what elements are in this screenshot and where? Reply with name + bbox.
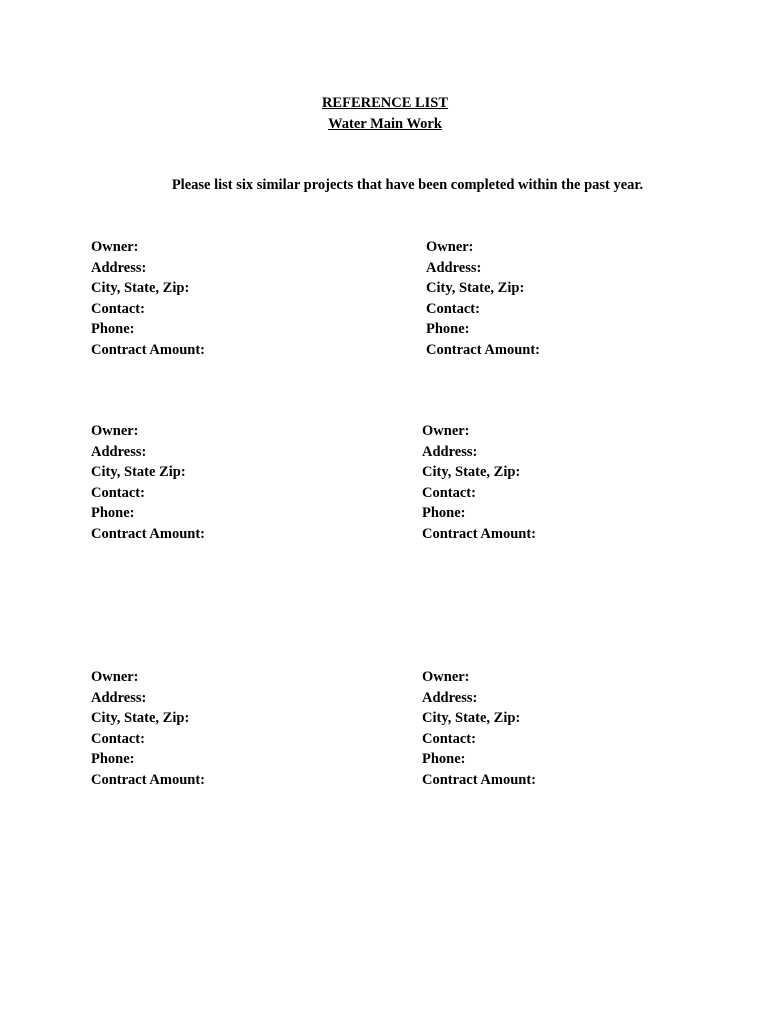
phone-label: Phone: <box>91 751 135 768</box>
contact-label: Contact: <box>91 300 145 317</box>
reference-block-1 <box>91 237 205 361</box>
owner-label: Owner: <box>422 669 470 685</box>
city-state-zip-label: City, State, Zip: <box>91 710 190 727</box>
address-label: Address: <box>91 443 147 460</box>
phone-label: Phone: <box>422 751 466 768</box>
contract-amount-label: Contract Amount: <box>422 771 536 788</box>
address-label: Address: <box>422 689 478 706</box>
instruction-text: Please list six similar projects that have been completed within the past year. <box>171 177 644 193</box>
phone-label: Phone: <box>91 321 135 338</box>
phone-label: Phone: <box>422 505 466 522</box>
owner-label: Owner: <box>422 423 470 439</box>
city-state-zip-label: City, State, Zip: <box>422 710 521 727</box>
reference-block-2 <box>426 237 540 361</box>
city-state-zip-label: City, State, Zip: <box>422 464 521 481</box>
reference-block-4 <box>422 421 536 545</box>
contract-amount-label: Contract Amount: <box>422 525 536 542</box>
phone-label: Phone: <box>91 505 135 522</box>
contact-label: Contact: <box>422 484 476 501</box>
contract-amount-label: Contract Amount: <box>91 341 205 358</box>
document-title: REFERENCE LIST <box>321 95 449 111</box>
contact-label: Contact: <box>426 300 480 317</box>
contract-amount-label: Contract Amount: <box>91 525 205 542</box>
owner-label: Owner: <box>91 423 139 439</box>
address-label: Address: <box>422 443 478 460</box>
address-label: Address: <box>91 689 147 706</box>
contract-amount-label: Contract Amount: <box>91 771 205 788</box>
document-subtitle: Water Main Work <box>328 116 442 132</box>
reference-block-6 <box>422 667 536 791</box>
address-label: Address: <box>91 259 147 276</box>
contact-label: Contact: <box>91 484 145 501</box>
reference-block-3 <box>91 421 205 545</box>
phone-label: Phone: <box>426 321 470 338</box>
contract-amount-label: Contract Amount: <box>426 341 540 358</box>
contact-label: Contact: <box>422 730 476 747</box>
city-state-zip-label: City, State, Zip: <box>426 280 525 297</box>
owner-label: Owner: <box>426 239 474 255</box>
contact-label: Contact: <box>91 730 145 747</box>
reference-block-5 <box>91 667 205 791</box>
owner-label: Owner: <box>91 239 139 255</box>
city-state-zip-label: City, State Zip: <box>91 464 186 481</box>
owner-label: Owner: <box>91 669 139 685</box>
address-label: Address: <box>426 259 482 276</box>
city-state-zip-label: City, State, Zip: <box>91 280 190 297</box>
